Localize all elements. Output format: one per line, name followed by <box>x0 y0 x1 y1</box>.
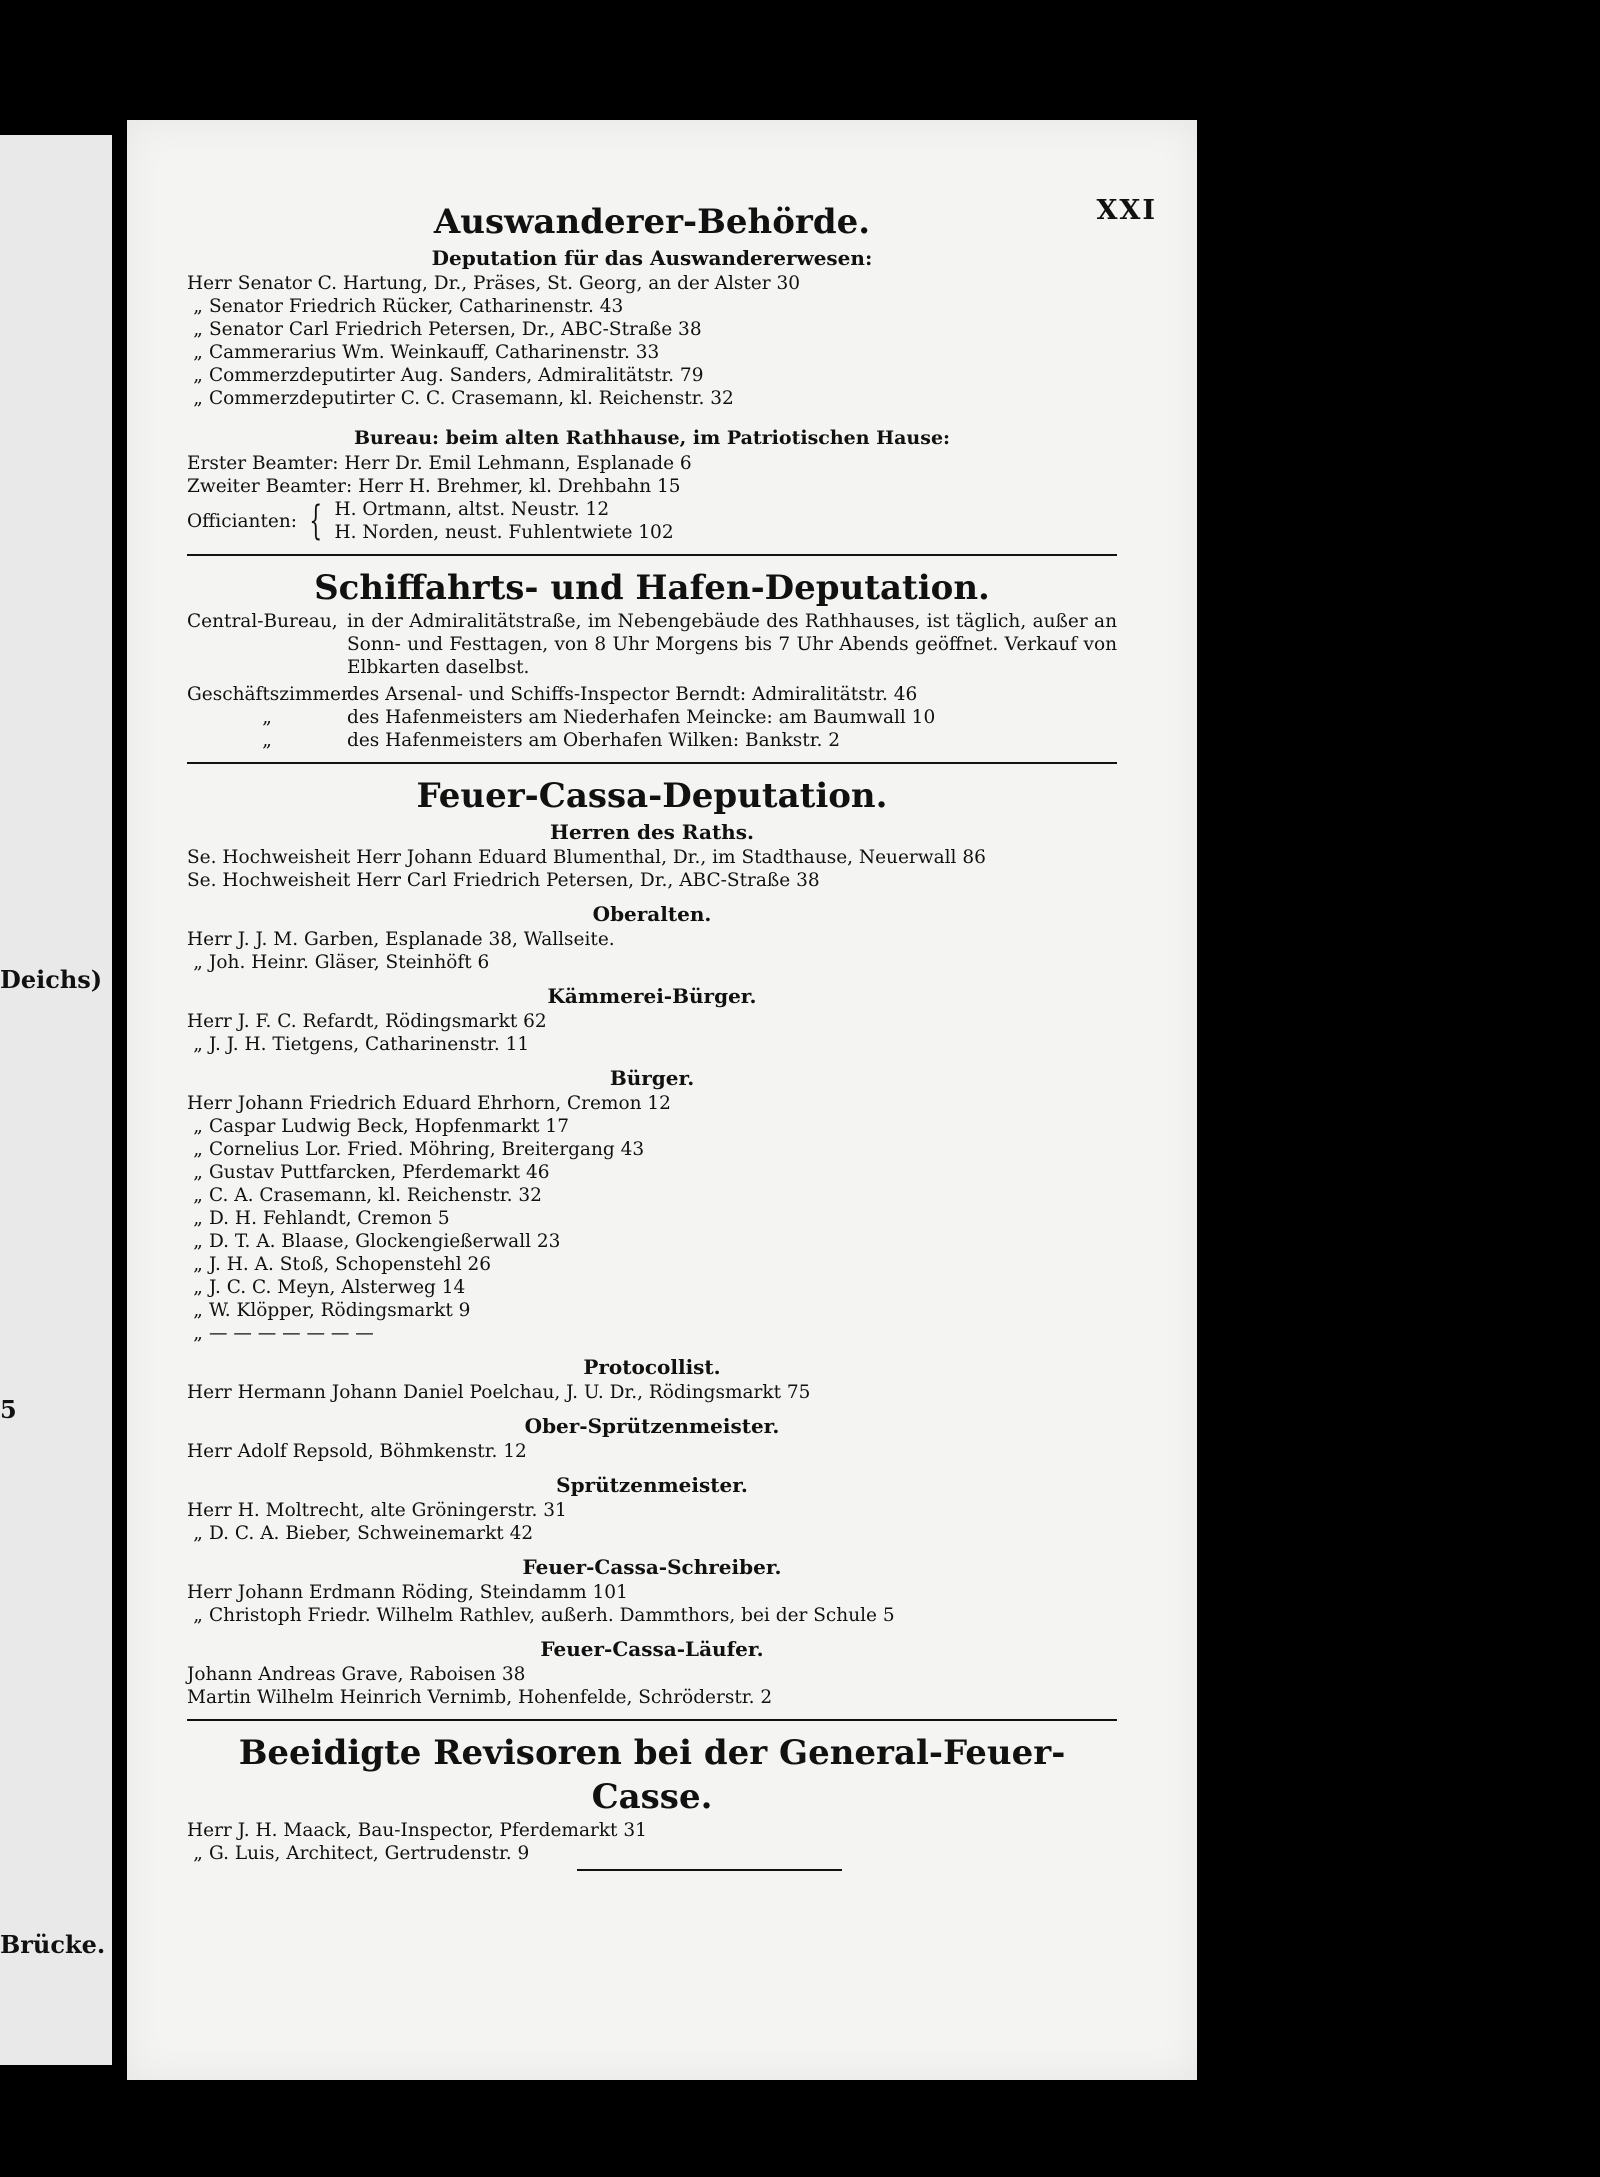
member-list <box>187 1499 1117 1545</box>
facing-page-fragment: Brücke. <box>0 1930 106 1959</box>
member-text: J. J. H. Tietgens, Catharinenstr. 11 <box>209 1034 530 1055</box>
member-line <box>187 387 1117 410</box>
member-line <box>187 1276 1117 1299</box>
geschaeftszimmer-entry <box>187 729 1117 752</box>
subsection-heading: Protocollist. <box>583 1355 721 1379</box>
member-prefix: „ <box>193 1231 203 1252</box>
member-line <box>187 1161 1117 1184</box>
member-line: Johann Andreas Grave, Raboisen 38 <box>187 1664 526 1685</box>
member-line <box>187 341 1117 364</box>
ditto-mark: „ <box>262 730 272 751</box>
member-text: D. H. Fehlandt, Cremon 5 <box>209 1208 450 1229</box>
entry-line: des Arsenal- und Schiffs-Inspector Berndt: Admiralitätstr. 46 <box>347 684 918 705</box>
member-line <box>187 1322 1117 1345</box>
member-text: Johann Friedrich Eduard Ehrhorn, Cremon 12 <box>237 1093 671 1114</box>
member-line <box>187 1299 1117 1322</box>
member-list <box>187 1092 1117 1345</box>
geschaeftszimmer-entry <box>187 683 1117 706</box>
section-title: Feuer-Cassa-Deputation. <box>416 776 888 816</box>
entry-label: Central-Bureau, <box>187 611 338 632</box>
brace-glyph: { <box>309 498 323 544</box>
member-text: Christoph Friedr. Wilhelm Rathlev, außerh. Dammthors, bei der Schule 5 <box>209 1605 895 1626</box>
member-prefix: Herr <box>187 1500 232 1521</box>
member-prefix: „ <box>193 296 203 317</box>
member-text: D. T. A. Blaase, Glockengießerwall 23 <box>209 1231 561 1252</box>
member-line <box>187 1581 1117 1604</box>
member-prefix: „ <box>193 952 203 973</box>
member-line <box>187 1253 1117 1276</box>
bureau-heading: Bureau: beim alten Rathhause, im Patriotischen Hause: <box>353 427 951 449</box>
official-line: Zweiter Beamter: Herr H. Brehmer, kl. Drehbahn 15 <box>187 476 681 497</box>
member-prefix: Herr <box>187 1093 232 1114</box>
member-prefix: „ <box>193 1116 203 1137</box>
member-text: G. Luis, Architect, Gertrudenstr. 9 <box>209 1843 530 1864</box>
member-line <box>187 1033 1117 1056</box>
section-revisoren <box>187 1731 1117 1871</box>
member-text: Senator C. Hartung, Dr., Präses, St. Georg, an der Alster 30 <box>237 273 801 294</box>
member-line <box>187 318 1117 341</box>
officianten-label: Officianten: <box>187 510 297 532</box>
member-text: Senator Carl Friedrich Petersen, Dr., ABC-Straße 38 <box>209 319 702 340</box>
member-prefix: „ <box>193 1139 203 1160</box>
member-list <box>187 1819 1117 1865</box>
member-text: Commerzdeputirter Aug. Sanders, Admiralitätstr. 79 <box>209 365 704 386</box>
member-prefix: Herr <box>187 273 232 294</box>
member-text: H. Moltrecht, alte Gröningerstr. 31 <box>237 1500 567 1521</box>
member-line <box>187 272 1117 295</box>
member-line <box>187 1092 1117 1115</box>
member-line <box>187 1499 1117 1522</box>
central-bureau-entry <box>187 610 1117 679</box>
section-feuercassa <box>187 774 1117 1709</box>
member-line <box>187 295 1117 318</box>
member-list <box>187 1581 1117 1627</box>
officiant-line: H. Ortmann, altst. Neustr. 12 <box>334 499 610 520</box>
member-prefix: „ <box>193 1162 203 1183</box>
member-list <box>187 272 1117 410</box>
member-text: C. A. Crasemann, kl. Reichenstr. 32 <box>209 1185 542 1206</box>
member-text: Joh. Heinr. Gläser, Steinhöft 6 <box>209 952 490 973</box>
member-line <box>187 1184 1117 1207</box>
section-title: Auswanderer-Behörde. <box>433 202 871 242</box>
member-line <box>187 1010 1117 1033</box>
page-content <box>187 190 1117 1881</box>
document-page <box>127 120 1197 2080</box>
member-text: J. J. M. Garben, Esplanade 38, Wallseite. <box>237 929 615 950</box>
member-text: Caspar Ludwig Beck, Hopfenmarkt 17 <box>209 1116 569 1137</box>
member-list <box>187 928 1117 974</box>
closing-rule <box>577 1869 842 1871</box>
ditto-mark: „ <box>262 707 272 728</box>
member-text: J. H. Maack, Bau-Inspector, Pferdemarkt 31 <box>237 1820 647 1841</box>
member-text: Johann Erdmann Röding, Steindamm 101 <box>237 1582 628 1603</box>
section-title: Schiffahrts- und Hafen-Deputation. <box>314 568 990 608</box>
member-prefix: Herr <box>187 1820 232 1841</box>
deputation-heading: Deputation für das Auswandererwesen: <box>431 246 873 270</box>
member-text: Senator Friedrich Rücker, Catharinenstr. 43 <box>209 296 624 317</box>
member-prefix: „ <box>193 1843 203 1864</box>
member-line <box>187 1207 1117 1230</box>
member-prefix: „ <box>193 1300 203 1321</box>
page-number: XXI <box>1096 195 1157 226</box>
member-text: W. Klöpper, Rödingsmarkt 9 <box>209 1300 471 1321</box>
entry-line: des Hafenmeisters am Niederhafen Meincke: am Baumwall 10 <box>347 707 936 728</box>
officianten-group <box>187 498 1117 544</box>
member-prefix: „ <box>193 365 203 386</box>
member-line <box>187 951 1117 974</box>
section-auswanderer <box>187 200 1117 544</box>
section-divider <box>187 762 1117 764</box>
member-text: J. H. A. Stoß, Schopenstehl 26 <box>209 1254 492 1275</box>
subsection-heading: Sprützenmeister. <box>556 1473 748 1497</box>
subsection-heading: Herren des Raths. <box>550 820 754 844</box>
member-list <box>187 1010 1117 1056</box>
member-text: — — — — — — — <box>209 1323 374 1344</box>
facing-page-fragment: 5 <box>0 1395 17 1424</box>
member-line <box>187 1819 1117 1842</box>
member-line: Martin Wilhelm Heinrich Vernimb, Hohenfelde, Schröderstr. 2 <box>187 1687 773 1708</box>
facing-page-fragment: Deichs) <box>0 965 103 994</box>
subsection-heading: Feuer-Cassa-Schreiber. <box>522 1555 782 1579</box>
section-title: Beeidigte Revisoren bei der General-Feuer-Casse. <box>238 1733 1066 1817</box>
member-text: Commerzdeputirter C. C. Crasemann, kl. Reichenstr. 32 <box>209 388 734 409</box>
member-prefix: „ <box>193 1034 203 1055</box>
member-line <box>187 1115 1117 1138</box>
member-prefix: „ <box>193 1208 203 1229</box>
entry-text: in der Admiralitätstraße, im Nebengebäude des Rathhauses, ist täglich, außer an Sonn- und Festtagen, von 8 Uhr Morgens bis 7 Uhr Abends geöffnet. Verkauf von Elbkarten daselbst. <box>347 611 1117 678</box>
member-prefix: „ <box>193 1277 203 1298</box>
subsection-heading: Ober-Sprützenmeister. <box>524 1414 780 1438</box>
section-divider <box>187 1719 1117 1721</box>
member-prefix: Herr <box>187 1582 232 1603</box>
subsection-heading: Oberalten. <box>592 902 712 926</box>
member-line: Herr Adolf Repsold, Böhmkenstr. 12 <box>187 1441 527 1462</box>
section-schiffahrt <box>187 566 1117 752</box>
member-line <box>187 1522 1117 1545</box>
official-line: Erster Beamter: Herr Dr. Emil Lehmann, Esplanade 6 <box>187 453 692 474</box>
entry-line: des Hafenmeisters am Oberhafen Wilken: Bankstr. 2 <box>347 730 841 751</box>
member-prefix: „ <box>193 319 203 340</box>
member-prefix: Herr <box>187 929 232 950</box>
member-text: Cammerarius Wm. Weinkauff, Catharinenstr. 33 <box>209 342 660 363</box>
subsection-heading: Feuer-Cassa-Läufer. <box>540 1637 764 1661</box>
member-line: Se. Hochweisheit Herr Johann Eduard Blumenthal, Dr., im Stadthause, Neuerwall 86 <box>187 847 986 868</box>
member-line <box>187 364 1117 387</box>
member-line: Se. Hochweisheit Herr Carl Friedrich Petersen, Dr., ABC-Straße 38 <box>187 870 820 891</box>
member-prefix: „ <box>193 1523 203 1544</box>
member-text: J. C. C. Meyn, Alsterweg 14 <box>209 1277 466 1298</box>
entry-label: Geschäftszimmer <box>187 684 350 705</box>
subsection-heading: Kämmerei-Bürger. <box>547 984 757 1008</box>
officiant-line: H. Norden, neust. Fuhlentwiete 102 <box>334 522 674 543</box>
member-text: J. F. C. Refardt, Rödingsmarkt 62 <box>237 1011 547 1032</box>
member-prefix: „ <box>193 1323 203 1344</box>
member-line <box>187 928 1117 951</box>
member-prefix: „ <box>193 342 203 363</box>
member-prefix: „ <box>193 1185 203 1206</box>
member-prefix: „ <box>193 388 203 409</box>
member-line <box>187 1138 1117 1161</box>
member-text: Gustav Puttfarcken, Pferdemarkt 46 <box>209 1162 550 1183</box>
member-line <box>187 1842 1117 1865</box>
subsection-heading: Bürger. <box>609 1066 695 1090</box>
member-prefix: Herr <box>187 1011 232 1032</box>
member-line: Herr Hermann Johann Daniel Poelchau, J. U. Dr., Rödingsmarkt 75 <box>187 1382 811 1403</box>
member-line <box>187 1604 1117 1627</box>
member-line <box>187 1230 1117 1253</box>
member-prefix: „ <box>193 1605 203 1626</box>
facing-page-edge <box>0 135 112 2065</box>
member-text: D. C. A. Bieber, Schweinemarkt 42 <box>209 1523 534 1544</box>
section-divider <box>187 554 1117 556</box>
geschaeftszimmer-entry <box>187 706 1117 729</box>
member-text: Cornelius Lor. Fried. Möhring, Breitergang 43 <box>209 1139 645 1160</box>
member-prefix: „ <box>193 1254 203 1275</box>
